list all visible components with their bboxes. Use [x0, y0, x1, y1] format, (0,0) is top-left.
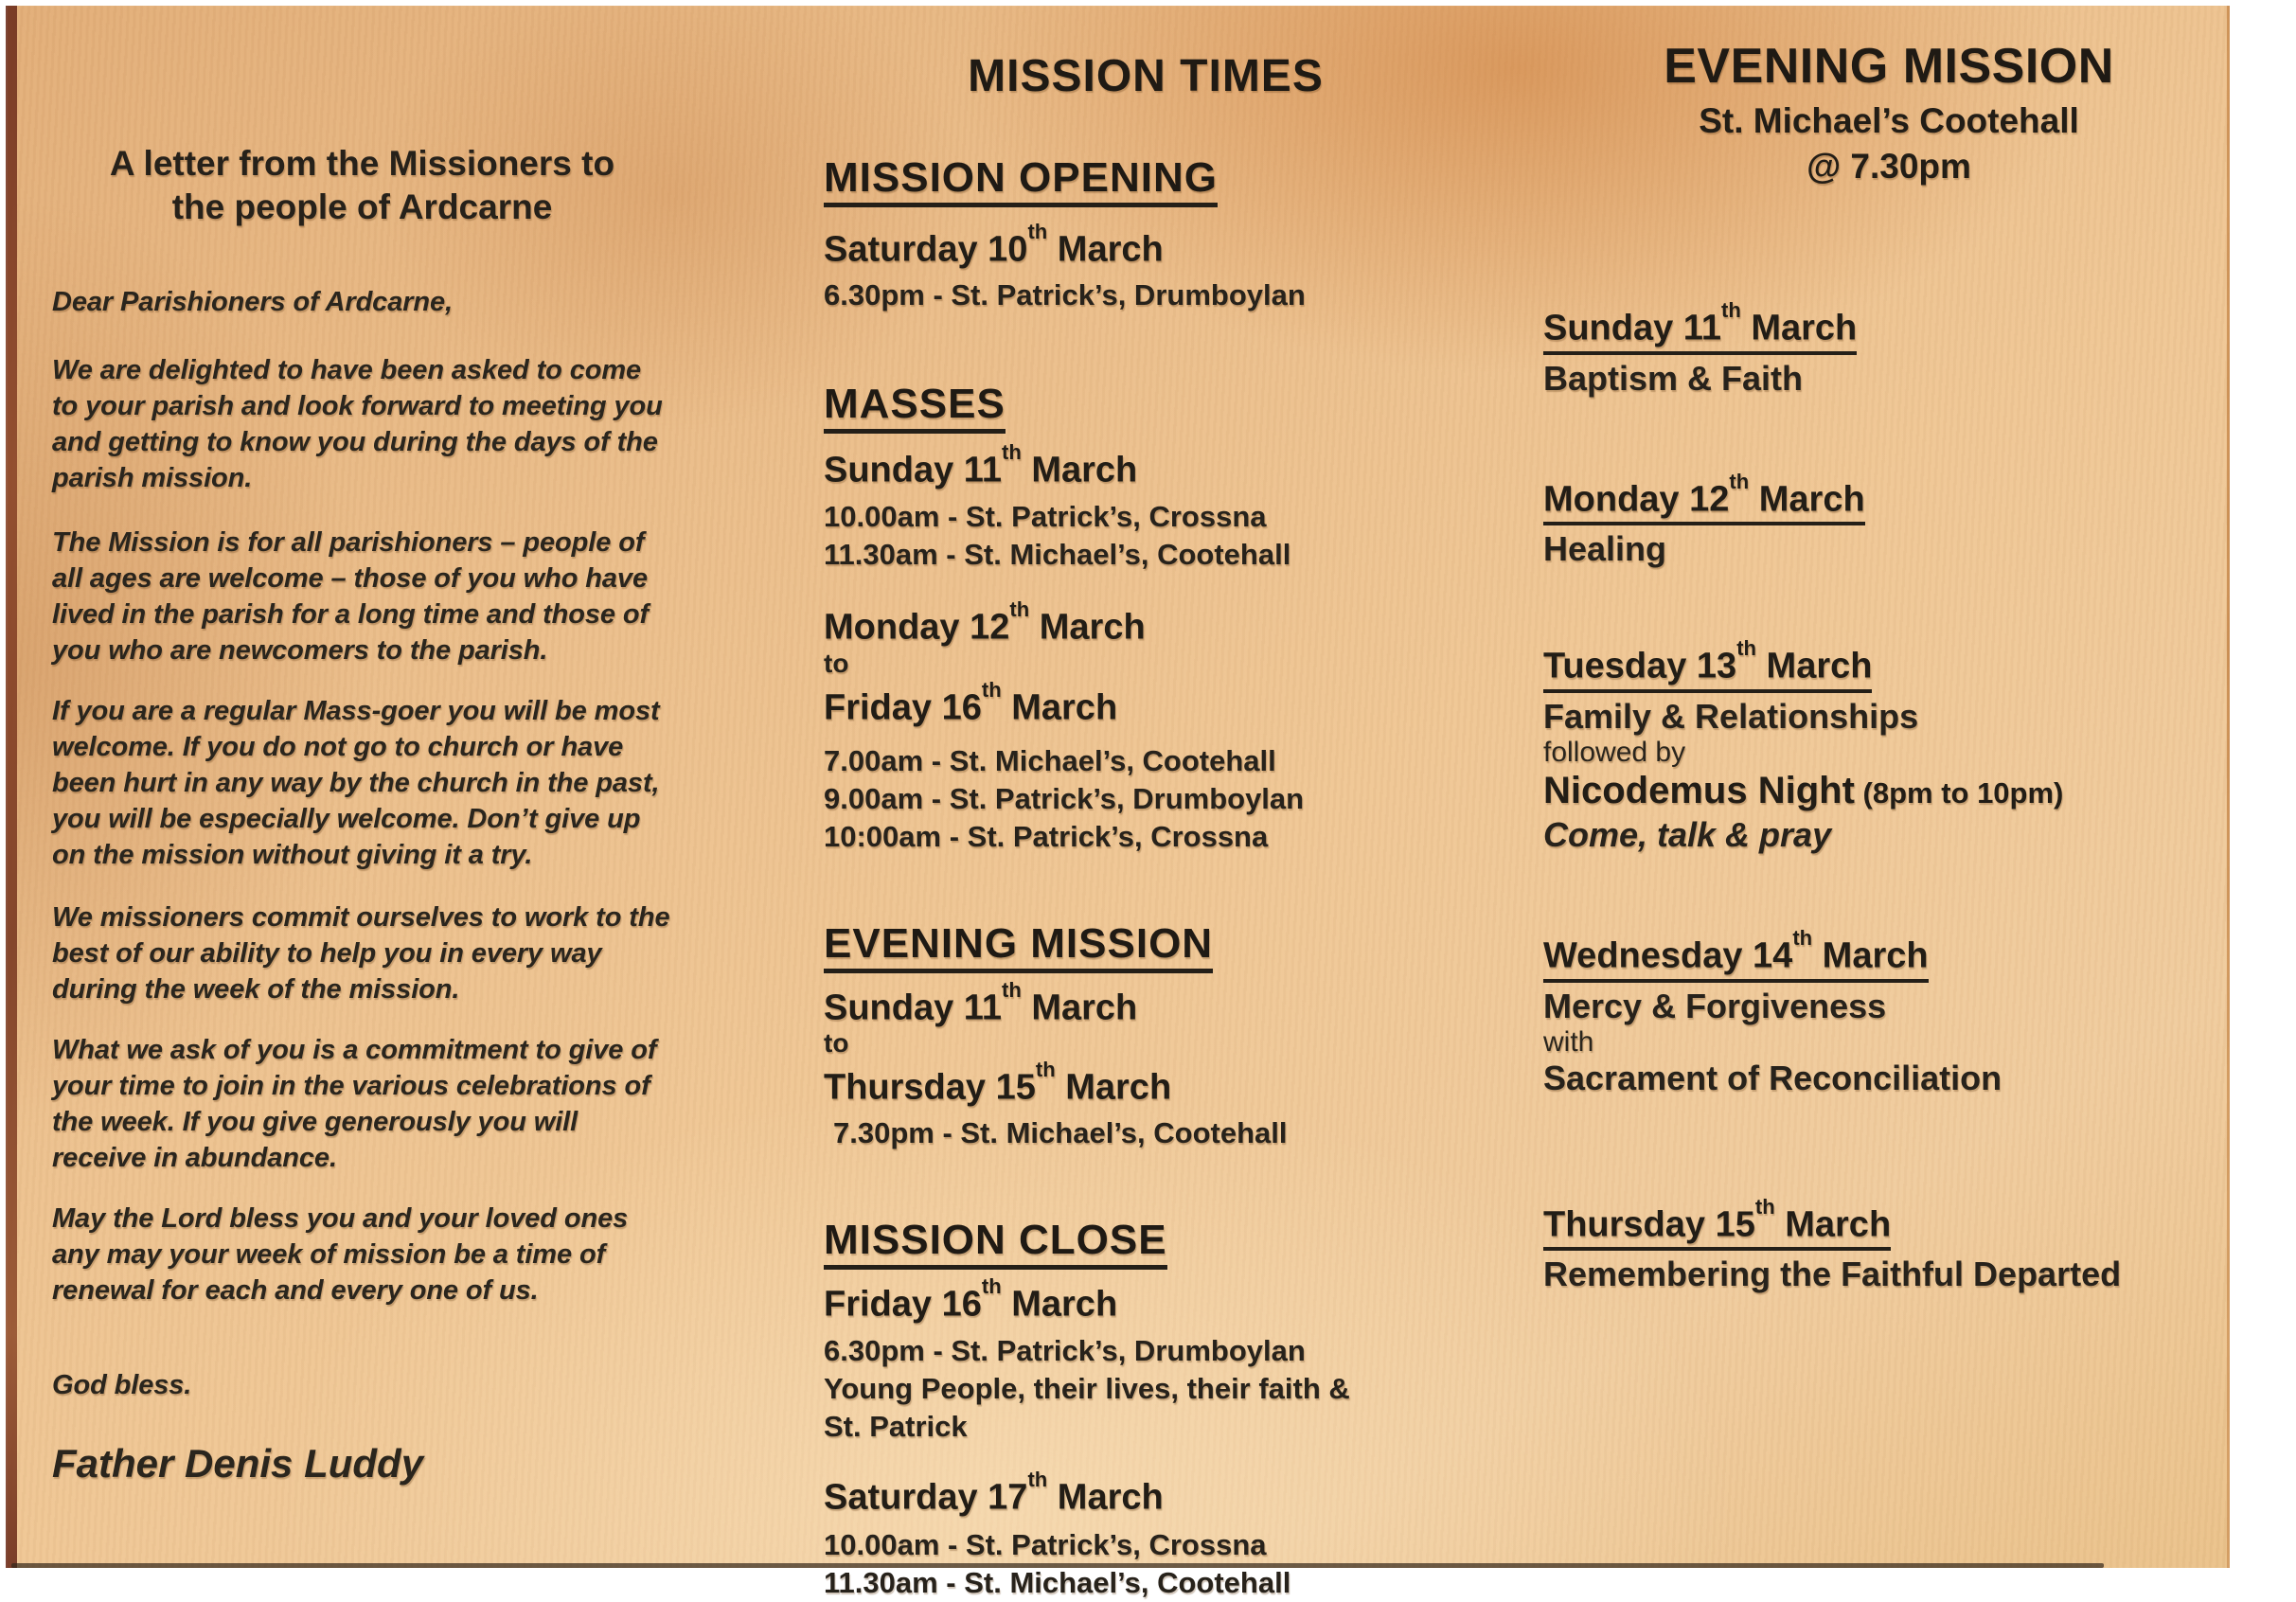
day-date [1543, 927, 2234, 983]
date-text: March [1001, 1284, 1118, 1325]
date-text: March [1055, 1067, 1172, 1108]
day-date-underline [1543, 471, 1865, 526]
day-date-underline [1543, 1196, 1891, 1252]
letter-paragraph: What we ask of you is a commitment to give of your time to join in the various celebrations of the week. If you give generously you will receive in abundance. [52, 1035, 657, 1173]
letter-title-line1: A letter from the Missioners to [109, 144, 615, 183]
letter-salutation: Dear Parishioners of Ardcarne, [52, 287, 454, 317]
date-line [824, 1059, 1468, 1109]
venue-note-line: St. Patrick [824, 1409, 968, 1443]
date-text: Thursday 15 [1543, 1204, 1755, 1245]
ordinal-suffix: th [981, 1274, 1002, 1299]
day-note: with [1543, 1025, 1594, 1058]
date-text: March [1755, 646, 1873, 686]
day-event [1543, 769, 2234, 815]
evening-mission-time: @ 7.30pm [1807, 147, 1971, 186]
letter-signature: Father Denis Luddy [52, 1441, 424, 1486]
date-text: Friday 16 [824, 1284, 982, 1325]
ordinal-suffix: th [1754, 1194, 1775, 1219]
date-text: Sunday 11 [1543, 308, 1721, 348]
date-line [824, 441, 1468, 491]
date-line [824, 221, 1468, 271]
date-text: Saturday 17 [824, 1477, 1028, 1518]
letter-paragraph: If you are a regular Mass-goer you will be most welcome. If you do not go to church or have been hurt in any way by the church in the past, you will be especially welcome. Don’t give up on the mission without giving it a try. [52, 696, 660, 870]
section-masses [824, 380, 1468, 434]
leaflet-page [8, 6, 2230, 1600]
date-text: March [1812, 935, 1929, 976]
day-date-underline [1543, 299, 1857, 355]
section-mission-close [824, 1216, 1468, 1270]
day-theme: Family & Relationships [1543, 696, 1919, 736]
date-text: March [1749, 479, 1865, 520]
day-date [1543, 1196, 2234, 1252]
date-text: March [1047, 229, 1164, 270]
ordinal-suffix: th [1027, 220, 1048, 244]
letter-column [52, 142, 672, 1486]
ordinal-suffix: th [1001, 439, 1022, 464]
venue-line: 10.00am - St. Patrick’s, Crossna [824, 500, 1267, 534]
date-text: Tuesday 13 [1543, 646, 1737, 686]
day-date [1543, 471, 2234, 526]
venue-line: 10:00am - St. Patrick’s, Crossna [824, 819, 1269, 853]
ordinal-suffix: th [1027, 1467, 1048, 1491]
range-connector: to [824, 1028, 849, 1059]
day-date-underline [1543, 927, 1929, 983]
date-text: March [1740, 308, 1858, 348]
section-evening-mission [824, 919, 1468, 973]
letter-closing: God bless. [52, 1370, 192, 1400]
event-time: (8pm to 10pm) [1854, 775, 2064, 810]
venue-line: 6.30pm - St. Patrick’s, Drumboylan [824, 1333, 1306, 1367]
date-line [824, 1275, 1468, 1326]
range-connector: to [824, 648, 849, 678]
venue-line: 6.30pm - St. Patrick’s, Drumboylan [824, 277, 1306, 312]
ordinal-suffix: th [1001, 977, 1022, 1002]
section-heading-underline: MISSION CLOSE [824, 1219, 1167, 1270]
day-theme: Baptism & Faith [1543, 358, 1804, 398]
date-text: Wednesday 14 [1543, 935, 1793, 976]
mission-times-title: MISSION TIMES [968, 51, 1324, 101]
letter-title-line2: the people of Ardcarne [171, 187, 553, 226]
ordinal-suffix: th [981, 678, 1002, 703]
date-text: March [1001, 687, 1118, 728]
section-mission-opening [824, 156, 1468, 207]
day-theme: Remembering the Faithful Departed [1543, 1255, 2122, 1294]
letter-paragraph: May the Lord bless you and your loved ones any may your week of mission be a time of renewal for each and every one of us. [52, 1203, 629, 1306]
date-line [824, 1468, 1468, 1519]
mission-times-column [824, 52, 1468, 1602]
ordinal-suffix: th [1792, 926, 1813, 951]
ordinal-suffix: th [1035, 1058, 1056, 1082]
ordinal-suffix: th [1736, 636, 1756, 661]
date-text: March [1021, 988, 1138, 1028]
letter-paragraph: The Mission is for all parishioners – people of all ages are welcome – those of you who have lived in the parish for a long time and those of you who are newcomers to the parish. [52, 527, 650, 666]
date-text: Monday 12 [824, 607, 1010, 648]
date-text: Saturday 10 [824, 229, 1028, 270]
ordinal-suffix: th [1729, 469, 1750, 493]
venue-line: 10.00am - St. Patrick’s, Crossna [824, 1528, 1267, 1562]
day-note: followed by [1543, 736, 1686, 768]
scan-edge-left [6, 6, 17, 1568]
date-text: March [1029, 607, 1146, 648]
date-text: Sunday 11 [824, 450, 1002, 490]
evening-mission-location: St. Michael’s Cootehall [1699, 101, 2079, 140]
event-name: Nicodemus Night [1543, 769, 1855, 811]
day-date-underline [1543, 637, 1872, 693]
section-heading-underline: EVENING MISSION [824, 922, 1213, 973]
venue-line: 11.30am - St. Michael’s, Cootehall [824, 538, 1291, 572]
date-text: Monday 12 [1543, 479, 1730, 520]
date-line [824, 598, 1468, 649]
venue-line: 9.00am - St. Patrick’s, Drumboylan [824, 781, 1305, 815]
date-text: March [1021, 450, 1138, 490]
venue-line: 7.30pm - St. Michael’s, Cootehall [833, 1115, 1288, 1149]
section-heading-underline: MASSES [824, 383, 1006, 434]
day-date [1543, 637, 2234, 693]
date-text: March [1047, 1477, 1164, 1518]
venue-line: 11.30am - St. Michael’s, Cootehall [824, 1566, 1291, 1600]
day-theme: Mercy & Forgiveness [1543, 986, 1887, 1025]
evening-mission-title: EVENING MISSION [1664, 39, 2114, 94]
date-text: Thursday 15 [824, 1067, 1036, 1108]
letter-paragraph: We are delighted to have been asked to come to your parish and look forward to meeting you and getting to know you during the days of the parish mission. [52, 355, 663, 493]
day-tagline: Come, talk & pray [1543, 814, 1832, 854]
letter-title [52, 142, 672, 229]
section-heading-underline: MISSION OPENING [824, 156, 1218, 207]
ordinal-suffix: th [1720, 298, 1741, 323]
venue-line: 7.00am - St. Michael’s, Cootehall [824, 743, 1276, 777]
letter-body [52, 284, 672, 1403]
letter-paragraph: We missioners commit ourselves to work to the best of our ability to help you in every way during the week of the mission. [52, 902, 670, 1005]
day-theme: Healing [1543, 529, 1667, 569]
date-line [824, 679, 1468, 729]
venue-note-line: Young People, their lives, their faith & [824, 1371, 1350, 1405]
date-text: Friday 16 [824, 687, 982, 728]
date-line [824, 979, 1468, 1029]
evening-mission-column [1543, 40, 2234, 1294]
date-text: March [1774, 1204, 1892, 1245]
ordinal-suffix: th [1009, 597, 1030, 622]
day-date [1543, 299, 2234, 355]
day-sacrament: Sacrament of Reconciliation [1543, 1058, 2002, 1097]
date-text: Sunday 11 [824, 988, 1002, 1028]
